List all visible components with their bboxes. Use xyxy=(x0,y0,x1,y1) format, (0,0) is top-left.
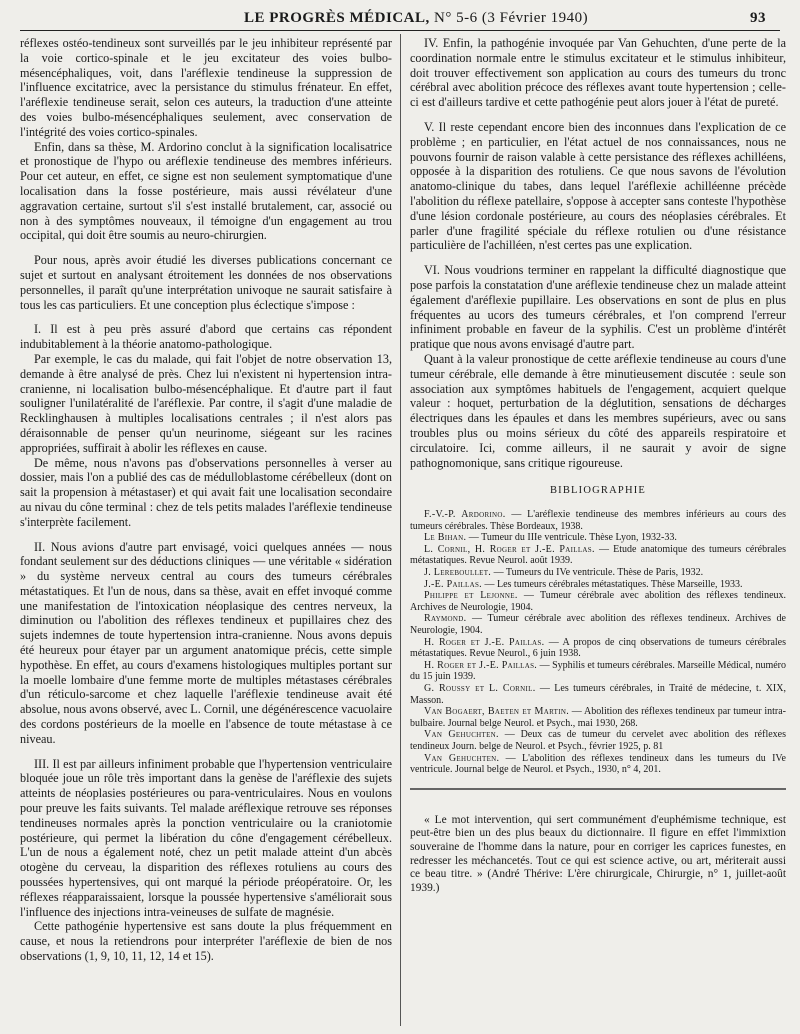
issue-info: N° 5-6 (3 Février 1940) xyxy=(434,10,589,26)
bibliography-text: — Tumeur du IIIe ventricule. Thèse Lyon, 1932-33. xyxy=(466,532,677,544)
journal-title xyxy=(244,10,588,27)
bibliography-text: — Etude anatomique des tumeurs cérébrales métastatiques. Revue Neurol. août 1939. xyxy=(410,543,786,567)
paragraph: II. Nous avions d'autre part envisagé, voici quelques années — nous fondant seulement sur des déductions cliniques — une véritable « sidération » du système nerveux central au cours des tumeurs cérébrales métastatiques. Et l'un de nous, dans sa thèse, avait en effet invoqué comme une manifestation de l'intoxication néoplasique des centres nerveux, la diminution ou l'abolition des réflexes tendineux et pupillaires chez des sujets indemnes de toute hypertension intra-cranienne. Nous avons depuis été heureux pour étayer par un argument anatomique précis, cette simple hypothèse. En effet, au cours d'examens histologiques multiples portant sur la moelle lombaire d'une femme morte de multiples métastases cérébrales d'un réticulo-sarcome et chez laquelle l'aréflexie tendineuse avait été absolue, nous avons observé, avec L. Cornil, une dégénérescence vacuolaire des cordons postérieurs de la moelle en l'absence de toute métastase à ce niveau. xyxy=(20,539,392,746)
bibliography-text: — L'abolition des réflexes tendineux dans les tumeurs du IVe ventricule. Journal belge de Neurol. et Psych., 1930, n° 4, 201. xyxy=(410,752,786,776)
bibliography-entry xyxy=(410,660,786,683)
bibliography-author: J. Lereboullet. xyxy=(424,567,492,579)
bibliography-text: — L'aréflexie tendineuse des membres inférieurs au cours des tumeurs cérébrales. Thèse Bordeaux, 1938. xyxy=(410,509,786,532)
bibliography-text: — Deux cas de tumeur du cervelet avec abolition des réflexes tendineux Journ. belge de Neurol. et Psych., février 1925, p. 81 xyxy=(410,729,786,752)
paragraph: III. Il est par ailleurs infiniment probable que l'hypertension ventriculaire bloquée joue un rôle très important dans la genèse de l'aréflexie des sujets atteints de néoplasies postérieures ou para-ventriculaires. Nous en voulons pour preuve les faits suivants. Tel malade aréflexique retrouve ses réponses tendineuses normales après la ponction ventriculaire ou la craniotomie postérieure, qui permet la libération du cône d'engagement cérébelleux. L'un de nous a également noté, chez un petit malade atteint d'un abcès otogène du cerveau, la disparition des réflexes rotuliens au cours des poussées hypertensives, qui ont marqué la période préopératoire. Or, les réflexes réapparaissaient, lorsque la poussée hypertensive s'améliorait sous l'influence des injections intra-veineuses de sulfate de magnésie. xyxy=(20,756,392,919)
right-column xyxy=(410,36,786,1026)
epigraph-quote: « Le mot intervention, qui sert communément d'euphémisme technique, est peut-être bien un des plus beaux du dictionnaire. Il figure en effet l'immixtion souveraine de l'homme dans la nature, pour en corriger les caprices funestes, en redresser les méchancetés. Tout ce qui est science active, ou art, mériterait aussi ce beau titre. » (André Thérive: L'ère chirurgicale, Chirurgie, n° 1, juillet-août 1939.) xyxy=(410,813,786,894)
bibliography-text: — Tumeur cérébrale avec abolition des réflexes tendineux. Archives de Neurologie, 1904. xyxy=(410,590,786,613)
paragraph: VI. Nous voudrions terminer en rappelant la difficulté diagnostique que pose parfois la constatation d'une aréflexie tendineuse chez un malade atteint également d'aréflexie pupillaire. Les observations en sont de plus en plus fréquentes au ucors des tumeurs cérébrales, et l'on comprend l'erreur infiniment probable en faveur de la syphilis. C'est un problème d'intérêt pratique que nous avons envisagé d'autre part. xyxy=(410,263,786,352)
bibliography-author: Philippe et Lejonne. xyxy=(424,590,518,602)
bibliography-entry xyxy=(410,579,786,591)
bibliography-entry xyxy=(410,706,786,729)
bibliography-entry xyxy=(410,567,786,579)
paragraph: De même, nous n'avons pas d'observations personnelles à verser au dossier, mais l'on a publié des cas de médulloblastome cérébelleux (dont on sait la propension à métastaser) et qui avait fait une localisation secondaire au nivau du cône terminal : chez de tels petits malades l'aréflexie tendineuse s'interprète facilement. xyxy=(20,455,392,529)
bibliography-entry xyxy=(410,753,786,776)
bibliography-author: L. Cornil, H. Roger et J.-E. Paillas. xyxy=(424,543,595,555)
bibliography-author: J.-E. Paillas. xyxy=(424,578,482,590)
paragraph: V. Il reste cependant encore bien des inconnues dans l'explication de ce problème ; en particulier, en l'état actuel de nos connaissances, nous ne pouvons fournir de raison valable à cette persistance des réflexes achilléens, opposée à la disparition des rotuliens. Ce que nous savons de l'évolution anatomo-clinique du tabes, dans lequel l'aréflexie achilléenne précède l'abolition du réflexe patellaire, s'oppose à accepter sans conteste l'hypothèse d'une lésion cordonale postérieure, au cours des néoplasies cérébrales. Et parler d'une fragilité spéciale du réflexe rotulien ou d'une résistance particulière de l'achilléen, n'est certes pas une explication. xyxy=(410,119,786,253)
bibliography-author: Le Bihan. xyxy=(424,532,467,544)
bibliography-author: G. Roussy et L. Cornil. xyxy=(424,683,536,695)
paragraph: Enfin, dans sa thèse, M. Ardorino conclut à la signification localisatrice et pronostique de l'hypo ou aréflexie tendineuse des membres inférieurs. Pour cet auteur, en effet, ce signe est non seulement symptomatique d'une localisation dans la fosse postérieure, mais aussi révélateur d'une aggravation certaine, surtout s'il s'est installé brutalement, car, associé ou non à des symptômes nouveaux, il témoigne d'un engagement au trou occipital, qui doit être soumis au neuro-chirurgien. xyxy=(20,139,392,243)
bibliography-text: — Les tumeurs cérébrales, in Traité de médecine, t. XIX, Masson. xyxy=(410,683,786,706)
bibliography-entry xyxy=(410,729,786,752)
bibliography-text: — Tumeur cérébrale avec abolition des réflexes tendineux. Archives de Neurologie, 1904. xyxy=(410,613,786,637)
left-column xyxy=(20,36,392,1026)
bibliography-text: — Les tumeurs cérébrales métastatiques. Thèse Marseille, 1933. xyxy=(481,578,743,590)
paragraph: réflexes ostéo-tendineux sont surveillés par le jeu inhibiteur représenté par la voie cortico-spinale et le jeu excitateur des voies bulbo-mésencéphaliques, voit, dans l'aréflexie tendineuse la suppression de l'influence excitatrice, avec la persistance du stimulus frénateur. En effet, l'aréflexie tendineuse serait, selon ces auteurs, la traduction d'une atteinte des voies bulbo-mésencéphaliques seulement, avec conservation de l'intégrité des voies cortico-spinales. xyxy=(20,36,392,139)
bibliography-text: — Tumeurs du IVe ventricule. Thèse de Paris, 1932. xyxy=(491,567,704,579)
paragraph: Cette pathogénie hypertensive est sans doute la plus fréquemment en cause, et nous la retiendrons pour interpréter l'aréflexie de bien de nos observations (1, 9, 10, 11, 12, 14 et 15). xyxy=(20,919,392,964)
page-number: 93 xyxy=(750,10,766,26)
section-divider xyxy=(410,788,786,800)
bibliography-author: F.-V.-P. Ardorino. xyxy=(424,509,506,521)
bibliography-heading: BIBLIOGRAPHIE xyxy=(549,485,647,497)
bibliography-entry xyxy=(410,544,786,567)
bibliography-entry xyxy=(410,637,786,660)
bibliography-entry xyxy=(410,532,786,544)
bibliography-author: H. Roger et J.-E. Paillas. xyxy=(424,659,538,671)
bibliography-author: Raymond. xyxy=(424,613,467,625)
bibliography-entry xyxy=(410,509,786,532)
bibliography-text: — Abolition des réflexes tendineux par tumeur intra-bulbaire. Journal belge Neurol. et Psych., mai 1930, 268. xyxy=(410,706,786,729)
bibliography-author: Van Gehuchten. xyxy=(424,752,500,764)
column-divider xyxy=(400,34,401,1026)
bibliography-entry xyxy=(410,683,786,706)
bibliography-entry xyxy=(410,613,786,636)
paragraph: Pour nous, après avoir étudié les diverses publications concernant ce sujet et surtout en analysant étroitement les données de nos observations personnelles, il paraît qu'une interprétation univoque ne saurait satisfaire à tous les cas particuliers. Et une conception plus éclectique s'impose : xyxy=(20,253,392,312)
bibliography-author: H. Roger et J.-E. Paillas. xyxy=(424,636,545,648)
bibliography-author: Van Gehuchten. xyxy=(424,729,499,741)
page-header xyxy=(20,8,780,31)
bibliography-text: — A propos de cinq observations de tumeurs cérébrales métastatiques. Revue Neurol., 6 juin 1938. xyxy=(410,636,786,660)
journal-name: LE PROGRÈS MÉDICAL, xyxy=(244,10,430,26)
bibliography-author: Van Bogaert, Baeten et Martin. xyxy=(424,706,570,718)
paragraph: Par exemple, le cas du malade, qui fait l'objet de notre observation 13, demande à être analysé de près. Chez lui n'existent ni hypertension intra-cranienne, ni localisation bulbo-mésencéphalique. Et d'autre part il faut souligner l'unilatéralité de l'aréflexie. Par contre, il s'agit d'une maladie de Recklinghausen à multiples localisations centrales ; il n'est alors pas déraisonnable de penser qu'un neurinome, siégeant sur les racines appropriées, suffirait à abolir les réflexes en cause. xyxy=(20,351,392,455)
bibliography-entry xyxy=(410,590,786,613)
bibliography-list xyxy=(410,509,786,776)
paragraph: IV. Enfin, la pathogénie invoquée par Van Gehuchten, d'une perte de la coordination normale entre le stimulus excitateur et le stimulus inhibiteur, doit trouver effectivement son application au cours des tumeurs du tronc cérébral avec abolition précoce des réflexes avant toute hypertension ; celle-ci est d'ailleurs tardive et cette pathogénie peut alors jouer à l'état de pureté. xyxy=(410,36,786,110)
paragraph: I. Il est à peu près assuré d'abord que certains cas répondent indubitablement à la théorie anatomo-pathologique. xyxy=(20,322,392,352)
bibliography-text: — Syphilis et tumeurs cérébrales. Marseille Médical, numéro du 15 juin 1939. xyxy=(410,659,786,683)
paragraph: Quant à la valeur pronostique de cette aréflexie tendineuse au cours d'une tumeur cérébrale, elle demande à être minutieusement discutée : seule son association aux symptômes habituels de l'engagement, acquiert quelque valeur : hoquet, perturbation de la déglutition, sensations de décharges électriques dans les épaules et dans les membres supérieurs, avec ou sans troubles plus ou moins sérieux du côté des appareils respiratoire et circulatoire. Ici, comme ailleurs, il ne saurait y avoir de signe pathognomonique, sans critique rigoureuse. xyxy=(410,351,786,470)
